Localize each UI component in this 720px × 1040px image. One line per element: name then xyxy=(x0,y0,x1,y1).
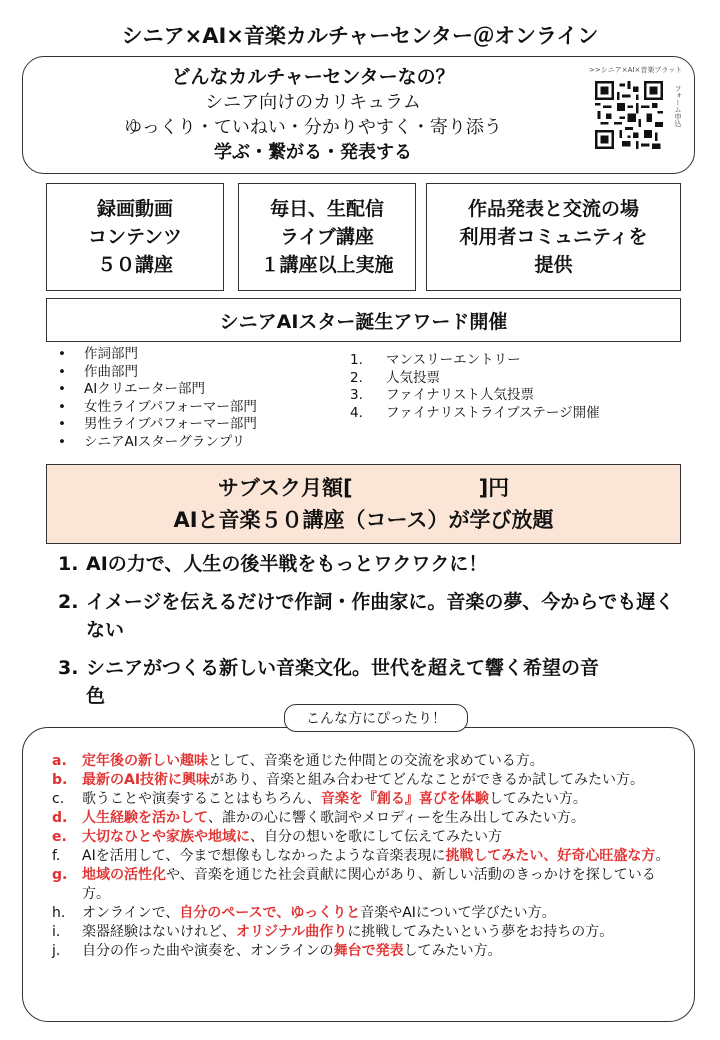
page-title: シニア×AI×音楽カルチャーセンター＠オンライン xyxy=(121,24,599,48)
body-text: として、音楽を通じた仲間との交流を求めている方。 xyxy=(208,753,544,769)
list-item xyxy=(52,942,682,961)
list-item xyxy=(52,904,682,923)
key-points xyxy=(58,550,678,720)
highlight-text: 定年後の新しい趣味 xyxy=(82,753,208,769)
list-marker: d. xyxy=(52,810,68,826)
target-audience-list xyxy=(52,752,682,961)
list-marker: a. xyxy=(52,753,67,769)
intro-heading: どんなカルチャーセンターなの？ xyxy=(171,66,455,88)
intro-line-tagline: 学ぶ・繋がる・発表する xyxy=(214,142,412,163)
list-item xyxy=(52,923,682,942)
body-text: に挑戦してみたいという夢をお持ちの方。 xyxy=(347,924,614,940)
list-item xyxy=(52,866,682,904)
list-marker: i. xyxy=(52,924,61,940)
list-marker: g. xyxy=(52,867,68,883)
body-text: AIを活用して、今まで想像もしなかったような音楽表現に xyxy=(82,848,446,864)
body-text: 、誰かの心に響く歌詞やメロディーを生み出してみたい方。 xyxy=(208,810,585,826)
list-item: 1. マンスリーエントリー xyxy=(350,352,521,368)
body-text: 、自分の想いを歌にして伝えてみたい方 xyxy=(250,829,502,845)
list-marker: b. xyxy=(52,772,68,788)
bullet-icon: • xyxy=(58,346,66,362)
list-item xyxy=(52,847,682,866)
highlight-text: 自分のペースで、ゆっくりと xyxy=(179,905,361,921)
award-steps-list xyxy=(350,352,600,422)
list-item: • 男性ライブパフォーマー部門 xyxy=(58,416,257,433)
subscription-price: サブスク月額[ ]円 xyxy=(217,476,510,500)
list-item: 1. AIの力で、人生の後半戦をもっとワクワクに！ xyxy=(58,553,488,575)
list-item: • 女性ライブパフォーマー部門 xyxy=(58,398,257,415)
bullet-icon: • xyxy=(58,381,66,398)
bullet-icon: • xyxy=(58,363,66,380)
highlight-text: 舞台で発表 xyxy=(333,943,404,959)
list-marker: f. xyxy=(52,848,61,864)
list-item: 4. ファイナリストライブステージ開催 xyxy=(350,404,600,421)
list-item: 2. イメージを伝えるだけで作詞・作曲家に。音楽の夢、今からでも遅くない xyxy=(58,591,675,641)
award-category-list xyxy=(58,346,257,452)
list-marker: j. xyxy=(52,943,61,959)
list-item xyxy=(52,771,682,790)
feature-recorded-videos: 録画動画 コンテンツ ５０講座 xyxy=(46,183,224,291)
body-text: や、音楽を通じた社会貢献に関心があり、新しい活動のきっかけを探している方。 xyxy=(82,867,656,902)
list-item xyxy=(52,828,682,847)
list-item: 3. シニアがつくる新しい音楽文化。世代を超えて響く希望の音色 xyxy=(58,657,600,707)
list-item: 3. ファイナリスト人気投票 xyxy=(350,387,534,404)
highlight-text: オリジナル曲作り xyxy=(236,924,348,940)
highlight-text: 最新のAI技術に興味 xyxy=(82,772,211,788)
body-text: してみたい方。 xyxy=(403,943,502,959)
highlight-text: 人生経験を活かして xyxy=(82,810,208,826)
list-item xyxy=(52,809,682,828)
intro-line-approach: ゆっくり・ていねい・分かりやすく・寄り添う xyxy=(124,117,502,138)
list-item xyxy=(52,752,682,771)
list-marker: h. xyxy=(52,905,66,921)
list-item: • 作曲部門 xyxy=(58,363,138,380)
body-text: 歌うことや演奏することはもちろん、 xyxy=(82,791,321,807)
body-text: 楽器経験はないけれど、 xyxy=(82,924,236,940)
target-audience-label: こんな方にぴったり！ xyxy=(284,704,468,732)
feature-community: 作品発表と交流の場 利用者コミュニティを 提供 xyxy=(426,183,681,291)
list-marker: e. xyxy=(52,829,67,845)
highlight-text: 挑戦してみたい、好奇心旺盛な方 xyxy=(445,848,656,864)
intro-line-curriculum: シニア向けのカリキュラム xyxy=(205,92,421,113)
list-item xyxy=(52,790,682,809)
highlight-text: 地域の活性化 xyxy=(82,867,166,883)
bullet-icon: • xyxy=(58,433,66,450)
subscription-description: AIと音楽５０講座（コース）が学び放題 xyxy=(173,508,554,532)
qr-side-label: フォーム申込 xyxy=(674,85,682,127)
body-text: があり、音楽と組み合わせてどんなことができるか試してみたい方。 xyxy=(210,772,645,788)
highlight-text: 音楽を『創る』喜びを体験 xyxy=(320,791,489,807)
body-text: 自分の作った曲や演奏を、オンラインの xyxy=(82,943,334,959)
list-item: 2. 人気投票 xyxy=(350,369,440,386)
qr-caption: >>シニア×AI×音楽プラット xyxy=(589,66,683,74)
body-text: してみたい方。 xyxy=(488,791,587,807)
body-text: 音楽やAIについて学びたい方。 xyxy=(360,905,556,921)
intro-box xyxy=(22,56,695,174)
body-text: オンラインで、 xyxy=(82,905,180,921)
highlight-text: 大切なひとや家族や地域に xyxy=(82,829,250,845)
list-item: • シニアAIスターグランプリ xyxy=(58,433,246,450)
qr-code-icon[interactable] xyxy=(595,81,663,149)
award-banner: シニアAIスター誕生アワード開催 xyxy=(46,298,681,342)
feature-live-lessons: 毎日、生配信 ライブ講座 １講座以上実施 xyxy=(238,183,416,291)
list-item: • 作詞部門 xyxy=(58,346,138,362)
list-item: • AIクリエーター部門 xyxy=(58,381,205,398)
bullet-icon: • xyxy=(58,416,66,433)
list-marker: c. xyxy=(52,791,65,807)
subscription-box xyxy=(46,464,681,544)
bullet-icon: • xyxy=(58,398,66,415)
body-text: 。 xyxy=(655,848,670,864)
